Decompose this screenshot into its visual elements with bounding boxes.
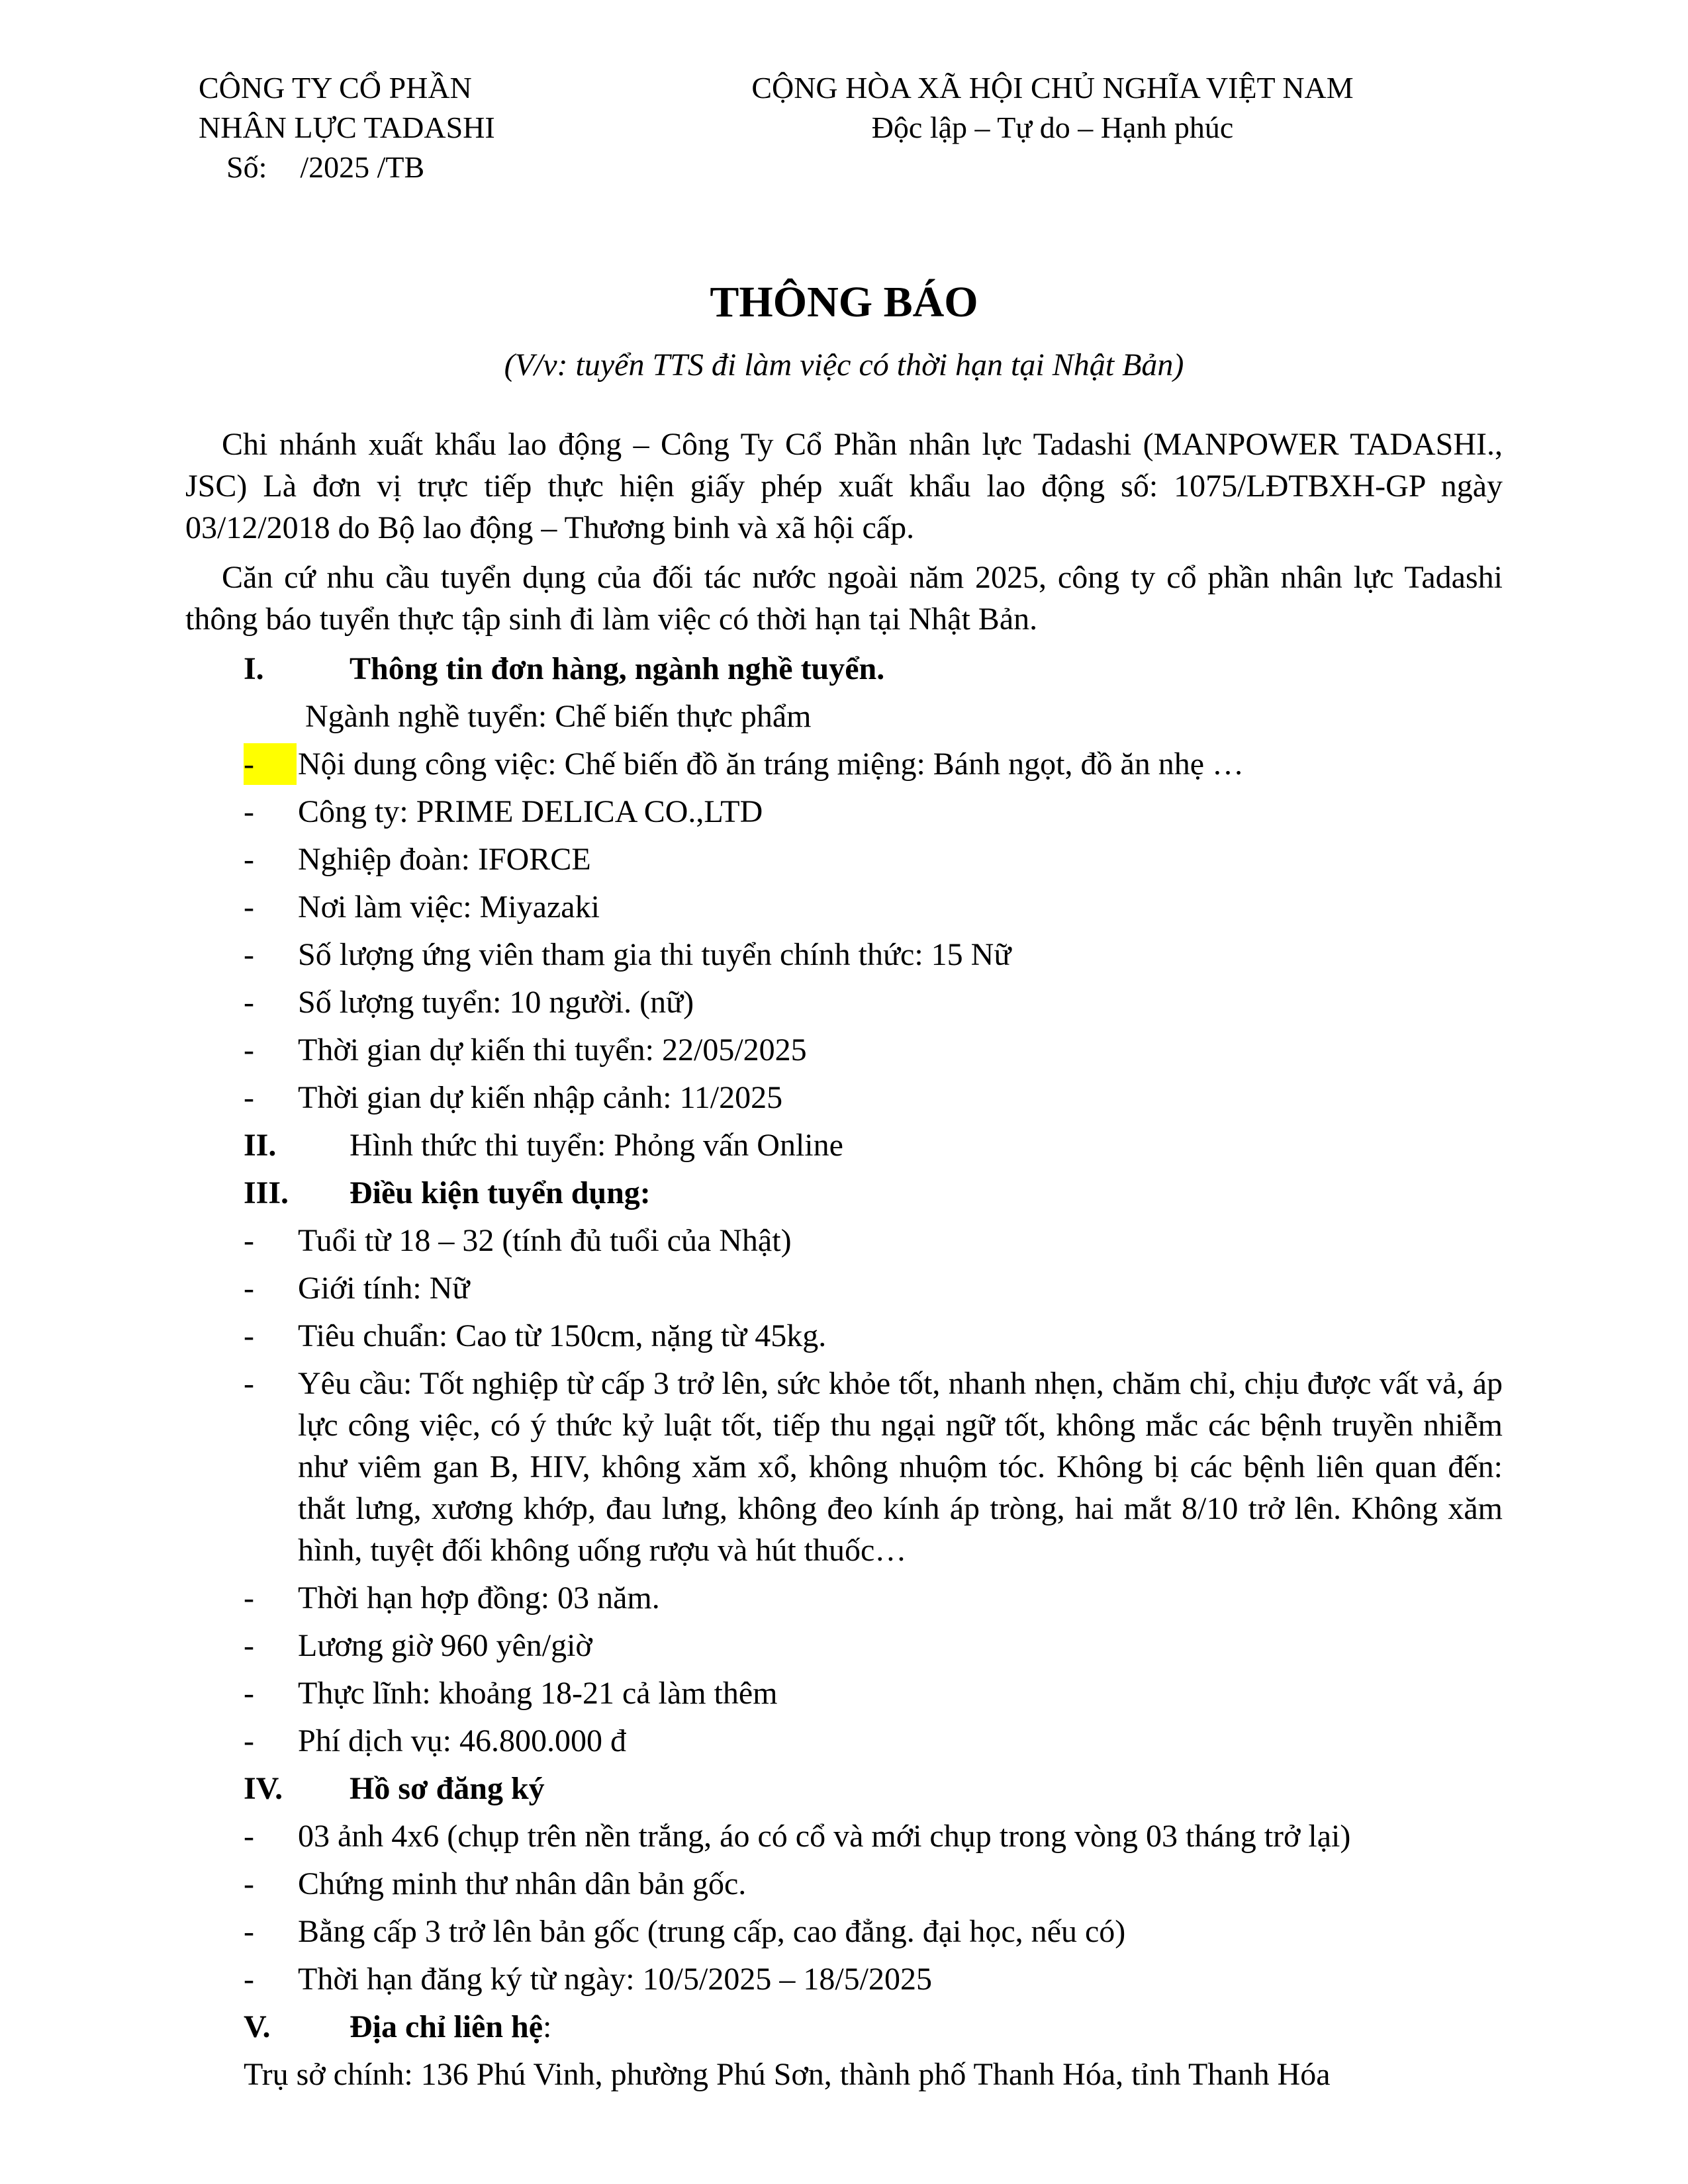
dash-marker: - <box>244 1080 254 1115</box>
list-item-text: Thời gian dự kiến nhập cảnh: 11/2025 <box>298 1080 783 1115</box>
document-number-label: Số: <box>226 150 267 184</box>
list-item <box>185 1625 1503 1666</box>
list-item-text: Thời hạn đăng ký từ ngày: 10/5/2025 – 18/5/2025 <box>298 1962 932 1997</box>
list-item-text: Bằng cấp 3 trở lên bản gốc (trung cấp, cao đẳng. đại học, nếu có) <box>298 1914 1126 1949</box>
dash-marker: - <box>244 937 254 972</box>
section-heading-label: Hình thức thi tuyển: Phỏng vấn Online <box>350 1128 843 1163</box>
section-heading <box>185 648 1503 690</box>
address-line: Trụ sở chính: 136 Phú Vinh, phường Phú Sơn, thành phố Thanh Hóa, tỉnh Thanh Hóa <box>244 2057 1331 2092</box>
list-item-text: Phí dịch vụ: 46.800.000 đ <box>298 1723 627 1758</box>
list-item-text: Thời gian dự kiến thi tuyển: 22/05/2025 <box>298 1032 807 1068</box>
section-numeral: IV. <box>244 1771 283 1806</box>
document-body <box>185 424 1503 2095</box>
paragraph: Chi nhánh xuất khẩu lao động – Công Ty Cổ Phần nhân lực Tadashi (MANPOWER TADASHI., JSC) Là đơn vị trực tiếp thực hiện giấy phép xuất khẩu lao động số: 1075/LĐTBXH-GP ngày 03/12/2018 do Bộ lao động – Thương binh và xã hội cấp. <box>185 427 1503 545</box>
dash-marker: - <box>244 1366 254 1401</box>
list-item-text: Thực lĩnh: khoảng 18-21 cả làm thêm <box>298 1676 778 1711</box>
list-item <box>185 886 1503 928</box>
list-item-text: Số lượng ứng viên tham gia thi tuyển chính thức: 15 Nữ <box>298 937 1011 972</box>
list-item <box>185 1958 1503 2000</box>
list-item <box>185 1315 1503 1357</box>
dash-marker: - <box>244 889 254 925</box>
section-heading <box>185 1172 1503 1214</box>
dash-marker: - <box>244 1866 254 1901</box>
list-item <box>185 1863 1503 1905</box>
section-numeral: III. <box>244 1175 289 1210</box>
dash-marker: - <box>244 1032 254 1068</box>
section-numeral: V. <box>244 2009 271 2044</box>
list-item <box>185 1672 1503 1714</box>
list-item <box>185 1029 1503 1071</box>
list-item-text: 03 ảnh 4x6 (chụp trên nền trắng, áo có cổ và mới chụp trong vòng 03 tháng trở lại) <box>298 1819 1351 1854</box>
list-item-text: Số lượng tuyển: 10 người. (nữ) <box>298 985 694 1020</box>
list-item-text: Tiêu chuẩn: Cao từ 150cm, nặng từ 45kg. <box>298 1318 827 1353</box>
section-heading <box>185 1768 1503 1809</box>
dash-marker: - <box>244 1318 254 1353</box>
list-item-text: Yêu cầu: Tốt nghiệp từ cấp 3 trở lên, sức khỏe tốt, nhanh nhẹn, chăm chỉ, chịu được vất vả, áp lực công việc, có ý thức kỷ luật tốt, tiếp thu ngại ngữ tốt, không mắc các bệnh truyền nhiễm như viêm gan B, HIV, không xăm xổ, không nhuộm tóc. Không bị các bệnh liên quan đến: thắt lưng, xương khớp, đau lưng, không đeo kính áp tròng, hai mắt 8/10 trở lên. Không xăm hình, tuyệt đối không uống rượu và hút thuốc… <box>298 1366 1503 1568</box>
list-item-text: Công ty: PRIME DELICA CO.,LTD <box>298 794 763 829</box>
section-heading-suffix: : <box>543 2009 552 2044</box>
page-title: THÔNG BÁO <box>710 278 978 326</box>
dash-marker: - <box>244 1580 254 1615</box>
national-motto-line-1: CỘNG HÒA XÃ HỘI CHỦ NGHĨA VIỆT NAM <box>751 71 1354 105</box>
list-item-text: Chứng minh thư nhân dân bản gốc. <box>298 1866 747 1901</box>
document-number-value: /2025 /TB <box>300 150 425 184</box>
dash-marker: - <box>244 1676 254 1711</box>
list-item-text: Nội dung công việc: Chế biến đồ ăn tráng miệng: Bánh ngọt, đồ ăn nhẹ … <box>298 747 1244 782</box>
dash-marker: - <box>244 1819 254 1854</box>
dash-marker: - <box>244 1914 254 1949</box>
paragraph: Căn cứ nhu cầu tuyển dụng của đối tác nước ngoài năm 2025, công ty cổ phần nhân lực Tadashi thông báo tuyển thực tập sinh đi làm việc có thời hạn tại Nhật Bản. <box>185 560 1503 637</box>
list-item <box>185 981 1503 1023</box>
dash-marker: - <box>244 1271 254 1306</box>
dash-marker: - <box>244 794 254 829</box>
list-item-text: Lương giờ 960 yên/giờ <box>298 1628 592 1663</box>
section-heading-label: Thông tin đơn hàng, ngành nghề tuyển. <box>350 651 885 686</box>
list-item <box>185 1815 1503 1857</box>
list-item-text: Nghiệp đoàn: IFORCE <box>298 842 591 877</box>
list-item-text: Thời hạn hợp đồng: 03 năm. <box>298 1580 660 1615</box>
page-subtitle: (V/v: tuyển TTS đi làm việc có thời hạn tại Nhật Bản) <box>504 347 1184 383</box>
list-item <box>185 1077 1503 1118</box>
section-heading-label: Hồ sơ đăng ký <box>350 1771 545 1806</box>
list-item <box>185 1363 1503 1571</box>
dash-marker: - <box>244 1962 254 1997</box>
section-heading-label: Điều kiện tuyển dụng: <box>350 1175 651 1210</box>
dash-marker: - <box>244 1223 254 1258</box>
section-numeral: I. <box>244 651 264 686</box>
dash-marker: - <box>244 842 254 877</box>
document-number-line <box>199 148 495 187</box>
list-item <box>185 1577 1503 1619</box>
national-motto-line-2: Độc lập – Tự do – Hạnh phúc <box>871 111 1234 144</box>
list-item <box>185 1911 1503 1952</box>
list-item-no-marker: Ngành nghề tuyển: Chế biến thực phẩm <box>305 699 812 734</box>
list-item <box>185 791 1503 833</box>
header-national-block <box>725 68 1380 148</box>
header <box>0 0 1688 202</box>
list-item <box>185 743 1503 785</box>
dash-marker: - <box>244 985 254 1020</box>
section-heading-label: Địa chỉ liên hệ <box>350 2009 543 2044</box>
list-item <box>185 1720 1503 1762</box>
dash-marker-highlighted: - <box>244 743 297 785</box>
list-item <box>185 1267 1503 1309</box>
list-item-text: Tuổi từ 18 – 32 (tính đủ tuổi của Nhật) <box>298 1223 792 1258</box>
list-item-text: Nơi làm việc: Miyazaki <box>298 889 600 925</box>
section-numeral: II. <box>244 1128 277 1163</box>
list-item <box>185 839 1503 880</box>
list-item <box>185 1220 1503 1261</box>
section-heading <box>185 1124 1503 1166</box>
list-item <box>185 934 1503 976</box>
header-company-block <box>199 68 495 187</box>
section-heading <box>185 2006 1503 2048</box>
dash-marker: - <box>244 1628 254 1663</box>
dash-marker: - <box>244 1723 254 1758</box>
company-name-line-1: CÔNG TY CỔ PHẦN <box>199 71 472 105</box>
list-item-text: Giới tính: Nữ <box>298 1271 470 1306</box>
company-name-line-2: NHÂN LỰC TADASHI <box>199 111 495 144</box>
